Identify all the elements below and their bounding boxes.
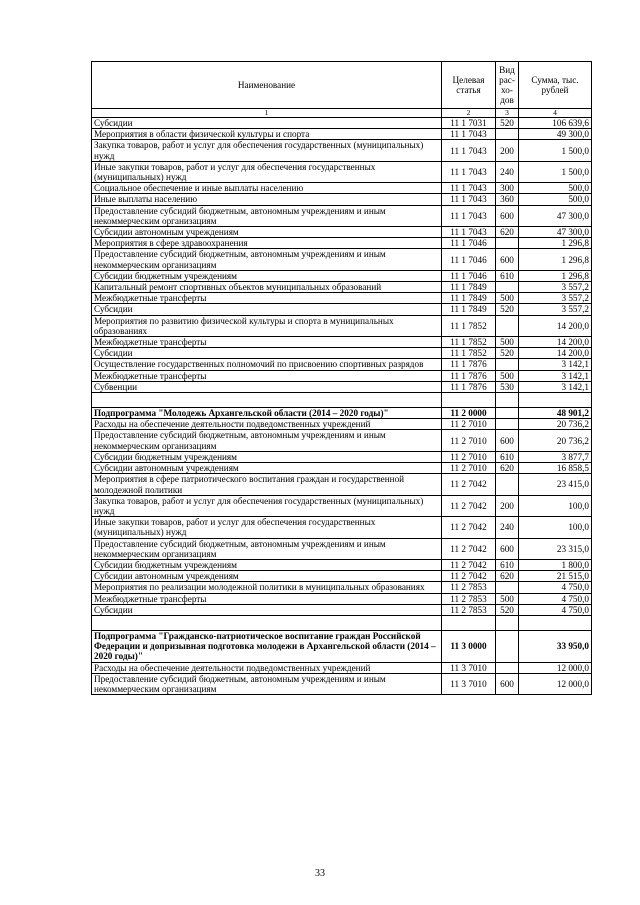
- row-name-cell: Субсидии: [92, 304, 442, 315]
- row-sum-cell: 3 142,1: [519, 359, 592, 370]
- row-sum-cell: 3 557,2: [519, 282, 592, 293]
- table-row: [92, 463, 592, 474]
- row-name-cell: Межбюджетные трансферты: [92, 337, 442, 348]
- row-name-cell: Подпрограмма "Гражданско-патриотическое воспитание граждан Российской Федерации и допризывная подготовка молодежи в Архангельской области (2014 – 2020 годы)": [92, 630, 442, 662]
- table-row: [92, 495, 592, 516]
- subprogram-row: [92, 408, 592, 419]
- row-type-cell: 240: [496, 517, 519, 538]
- row-sum-cell: 106 639,6: [519, 118, 592, 129]
- row-sum-cell: 21 515,0: [519, 571, 592, 582]
- row-type-cell: 200: [496, 140, 519, 161]
- row-type-cell: 600: [496, 673, 519, 694]
- row-name-cell: Предоставление субсидий бюджетным, автономным учреждениям и иным некоммерческим организациям: [92, 538, 442, 559]
- row-type-cell: [496, 474, 519, 495]
- row-sum-cell: 4 750,0: [519, 593, 592, 604]
- table-row: [92, 337, 592, 348]
- table-row: [92, 129, 592, 140]
- row-name-cell: Мероприятия в сфере здравоохранения: [92, 238, 442, 249]
- row-name-cell: Расходы на обеспечение деятельности подведомственных учреждений: [92, 419, 442, 430]
- page-number: 33: [315, 868, 325, 879]
- table-row: [92, 227, 592, 238]
- table-row: [92, 282, 592, 293]
- row-name-cell: Осуществление государственных полномочий по присвоению спортивных разрядов: [92, 359, 442, 370]
- row-type-cell: [496, 582, 519, 593]
- row-sum-cell: 1 296,8: [519, 270, 592, 281]
- table-row: [92, 315, 592, 336]
- row-type-cell: 530: [496, 381, 519, 392]
- row-name-cell: Субсидии: [92, 118, 442, 129]
- row-type-cell: 610: [496, 270, 519, 281]
- row-type-cell: 620: [496, 571, 519, 582]
- empty-cell: [496, 393, 519, 408]
- row-code-cell: 11 2 7853: [442, 604, 496, 615]
- row-sum-cell: 100,0: [519, 517, 592, 538]
- row-code-cell: 11 2 7010: [442, 430, 496, 451]
- row-name-cell: Субсидии автономным учреждениям: [92, 463, 442, 474]
- row-code-cell: 11 2 7042: [442, 538, 496, 559]
- row-sum-cell: 1 500,0: [519, 140, 592, 161]
- row-name-cell: Межбюджетные трансферты: [92, 293, 442, 304]
- row-code-cell: 11 1 7046: [442, 238, 496, 249]
- row-code-cell: 11 2 7042: [442, 474, 496, 495]
- table-row: [92, 348, 592, 359]
- table-row: [92, 194, 592, 205]
- row-type-cell: 500: [496, 370, 519, 381]
- row-code-cell: 11 1 7876: [442, 359, 496, 370]
- header-code: Целевая статья: [442, 62, 496, 109]
- row-code-cell: 11 3 7010: [442, 673, 496, 694]
- row-sum-cell: 47 300,0: [519, 205, 592, 226]
- row-type-cell: 620: [496, 227, 519, 238]
- row-sum-cell: 3 877,7: [519, 451, 592, 462]
- row-sum-cell: 23 415,0: [519, 474, 592, 495]
- row-type-cell: [496, 419, 519, 430]
- row-type-cell: [496, 662, 519, 673]
- table-row: [92, 118, 592, 129]
- row-sum-cell: 12 000,0: [519, 673, 592, 694]
- empty-cell: [519, 615, 592, 630]
- row-type-cell: [496, 282, 519, 293]
- row-type-cell: 610: [496, 451, 519, 462]
- row-name-cell: Закупка товаров, работ и услуг для обеспечения государственных (муниципальных) нужд: [92, 495, 442, 516]
- row-name-cell: Предоставление субсидий бюджетным, автономным учреждениям и иным некоммерческим организациям: [92, 430, 442, 451]
- row-type-cell: [496, 359, 519, 370]
- row-code-cell: 11 1 7876: [442, 370, 496, 381]
- table-row: [92, 381, 592, 392]
- row-name-cell: Подпрограмма "Молодежь Архангельской области (2014 – 2020 годы)": [92, 408, 442, 419]
- column-number: 1: [92, 109, 442, 118]
- row-name-cell: Субвенции: [92, 381, 442, 392]
- row-name-cell: Субсидии: [92, 604, 442, 615]
- table-row: [92, 249, 592, 270]
- table-row: [92, 359, 592, 370]
- row-code-cell: 11 2 7010: [442, 451, 496, 462]
- row-name-cell: Иные закупки товаров, работ и услуг для обеспечения государственных (муниципальных) нужд: [92, 161, 442, 182]
- spacer-row: [92, 615, 592, 630]
- row-name-cell: Межбюджетные трансферты: [92, 593, 442, 604]
- row-code-cell: 11 2 0000: [442, 408, 496, 419]
- table-row: [92, 419, 592, 430]
- empty-cell: [92, 393, 442, 408]
- row-code-cell: 11 1 7849: [442, 293, 496, 304]
- row-type-cell: 500: [496, 337, 519, 348]
- table-row: [92, 673, 592, 694]
- table-body: [92, 118, 592, 695]
- table-row: [92, 559, 592, 570]
- header-sum: Сумма, тыс. рублей: [519, 62, 592, 109]
- table-row: [92, 370, 592, 381]
- row-code-cell: 11 2 7042: [442, 571, 496, 582]
- row-sum-cell: 33 950,0: [519, 630, 592, 662]
- row-code-cell: 11 1 7852: [442, 337, 496, 348]
- row-code-cell: 11 2 7010: [442, 419, 496, 430]
- row-sum-cell: 1 296,8: [519, 238, 592, 249]
- row-sum-cell: 1 800,0: [519, 559, 592, 570]
- row-type-cell: [496, 129, 519, 140]
- row-name-cell: Мероприятия в сфере патриотического воспитания граждан и государственной молодежной политики: [92, 474, 442, 495]
- row-type-cell: 520: [496, 304, 519, 315]
- row-sum-cell: 1 500,0: [519, 161, 592, 182]
- row-type-cell: 200: [496, 495, 519, 516]
- row-sum-cell: 4 750,0: [519, 582, 592, 593]
- row-sum-cell: 3 557,2: [519, 293, 592, 304]
- row-name-cell: Капитальный ремонт спортивных объектов муниципальных образований: [92, 282, 442, 293]
- row-code-cell: 11 1 7876: [442, 381, 496, 392]
- row-type-cell: 600: [496, 249, 519, 270]
- subprogram-row: [92, 630, 592, 662]
- table-row: [92, 582, 592, 593]
- row-code-cell: 11 1 7046: [442, 270, 496, 281]
- row-code-cell: 11 3 0000: [442, 630, 496, 662]
- empty-cell: [442, 615, 496, 630]
- table-row: [92, 571, 592, 582]
- row-sum-cell: 100,0: [519, 495, 592, 516]
- row-sum-cell: 49 300,0: [519, 129, 592, 140]
- table-row: [92, 451, 592, 462]
- row-type-cell: 240: [496, 161, 519, 182]
- row-name-cell: Мероприятия по реализации молодежной политики в муниципальных образованиях: [92, 582, 442, 593]
- row-sum-cell: 12 000,0: [519, 662, 592, 673]
- row-sum-cell: 4 750,0: [519, 604, 592, 615]
- budget-table: [91, 61, 592, 695]
- row-type-cell: 600: [496, 205, 519, 226]
- row-code-cell: 11 2 7042: [442, 559, 496, 570]
- row-sum-cell: 47 300,0: [519, 227, 592, 238]
- row-type-cell: 520: [496, 604, 519, 615]
- row-name-cell: Предоставление субсидий бюджетным, автономным учреждениям и иным некоммерческим организациям: [92, 249, 442, 270]
- row-code-cell: 11 1 7849: [442, 304, 496, 315]
- header-name: Наименование: [92, 62, 442, 109]
- row-name-cell: Субсидии бюджетным учреждениям: [92, 559, 442, 570]
- column-number: 3: [496, 109, 519, 118]
- column-number-row: [92, 109, 592, 118]
- table-row: [92, 538, 592, 559]
- row-type-cell: 300: [496, 183, 519, 194]
- row-code-cell: 11 2 7042: [442, 517, 496, 538]
- row-name-cell: Предоставление субсидий бюджетным, автономным учреждениям и иным некоммерческим организациям: [92, 673, 442, 694]
- column-number: 4: [519, 109, 592, 118]
- row-type-cell: [496, 238, 519, 249]
- table-row: [92, 474, 592, 495]
- row-name-cell: Межбюджетные трансферты: [92, 370, 442, 381]
- empty-cell: [496, 615, 519, 630]
- row-code-cell: 11 1 7043: [442, 227, 496, 238]
- row-code-cell: 11 1 7043: [442, 129, 496, 140]
- row-code-cell: 11 2 7042: [442, 495, 496, 516]
- row-type-cell: 520: [496, 118, 519, 129]
- row-type-cell: 620: [496, 463, 519, 474]
- row-code-cell: 11 3 7010: [442, 662, 496, 673]
- row-code-cell: 11 2 7010: [442, 463, 496, 474]
- row-type-cell: 500: [496, 293, 519, 304]
- row-code-cell: 11 1 7852: [442, 315, 496, 336]
- row-name-cell: Закупка товаров, работ и услуг для обеспечения государственных (муниципальных) нужд: [92, 140, 442, 161]
- row-name-cell: Мероприятия по развитию физической культуры и спорта в муниципальных образованиях: [92, 315, 442, 336]
- row-sum-cell: 20 736,2: [519, 419, 592, 430]
- row-name-cell: Расходы на обеспечение деятельности подведомственных учреждений: [92, 662, 442, 673]
- table-row: [92, 662, 592, 673]
- row-name-cell: Мероприятия в области физической культуры и спорта: [92, 129, 442, 140]
- row-code-cell: 11 1 7043: [442, 140, 496, 161]
- row-type-cell: 500: [496, 593, 519, 604]
- row-code-cell: 11 2 7853: [442, 582, 496, 593]
- row-code-cell: 11 1 7849: [442, 282, 496, 293]
- row-type-cell: 360: [496, 194, 519, 205]
- row-code-cell: 11 1 7031: [442, 118, 496, 129]
- empty-cell: [442, 393, 496, 408]
- table-row: [92, 593, 592, 604]
- row-sum-cell: 16 858,5: [519, 463, 592, 474]
- table-row: [92, 161, 592, 182]
- row-type-cell: 520: [496, 348, 519, 359]
- table-row: [92, 517, 592, 538]
- table-row: [92, 140, 592, 161]
- row-sum-cell: 500,0: [519, 194, 592, 205]
- row-sum-cell: 20 736,2: [519, 430, 592, 451]
- table-row: [92, 293, 592, 304]
- row-sum-cell: 3 142,1: [519, 370, 592, 381]
- row-name-cell: Субсидии бюджетным учреждениям: [92, 270, 442, 281]
- row-type-cell: 610: [496, 559, 519, 570]
- row-code-cell: 11 1 7043: [442, 161, 496, 182]
- row-name-cell: Субсидии автономным учреждениям: [92, 571, 442, 582]
- empty-cell: [92, 615, 442, 630]
- row-sum-cell: 1 296,8: [519, 249, 592, 270]
- table-row: [92, 430, 592, 451]
- row-name-cell: Иные выплаты населению: [92, 194, 442, 205]
- row-sum-cell: 48 901,2: [519, 408, 592, 419]
- row-name-cell: Предоставление субсидий бюджетным, автономным учреждениям и иным некоммерческим организациям: [92, 205, 442, 226]
- row-type-cell: [496, 408, 519, 419]
- row-code-cell: 11 1 7852: [442, 348, 496, 359]
- row-sum-cell: 3 557,2: [519, 304, 592, 315]
- row-sum-cell: 500,0: [519, 183, 592, 194]
- header-type: Вид рас-хо-дов: [496, 62, 519, 109]
- row-sum-cell: 23 315,0: [519, 538, 592, 559]
- row-type-cell: 600: [496, 430, 519, 451]
- row-name-cell: Субсидии автономным учреждениям: [92, 227, 442, 238]
- row-type-cell: [496, 630, 519, 662]
- table-row: [92, 604, 592, 615]
- row-name-cell: Иные закупки товаров, работ и услуг для обеспечения государственных (муниципальных) нужд: [92, 517, 442, 538]
- row-code-cell: 11 1 7043: [442, 183, 496, 194]
- table-row: [92, 238, 592, 249]
- table-header-row: [92, 62, 592, 109]
- row-sum-cell: 3 142,1: [519, 381, 592, 392]
- row-sum-cell: 14 200,0: [519, 337, 592, 348]
- table-row: [92, 270, 592, 281]
- row-type-cell: [496, 315, 519, 336]
- row-name-cell: Социальное обеспечение и иные выплаты населению: [92, 183, 442, 194]
- row-code-cell: 11 1 7043: [442, 194, 496, 205]
- table-row: [92, 205, 592, 226]
- empty-cell: [519, 393, 592, 408]
- row-name-cell: Субсидии бюджетным учреждениям: [92, 451, 442, 462]
- row-sum-cell: 14 200,0: [519, 348, 592, 359]
- table-row: [92, 304, 592, 315]
- row-code-cell: 11 1 7046: [442, 249, 496, 270]
- row-sum-cell: 14 200,0: [519, 315, 592, 336]
- row-code-cell: 11 1 7043: [442, 205, 496, 226]
- table-row: [92, 183, 592, 194]
- row-type-cell: 600: [496, 538, 519, 559]
- row-name-cell: Субсидии: [92, 348, 442, 359]
- row-code-cell: 11 2 7853: [442, 593, 496, 604]
- column-number: 2: [442, 109, 496, 118]
- spacer-row: [92, 393, 592, 408]
